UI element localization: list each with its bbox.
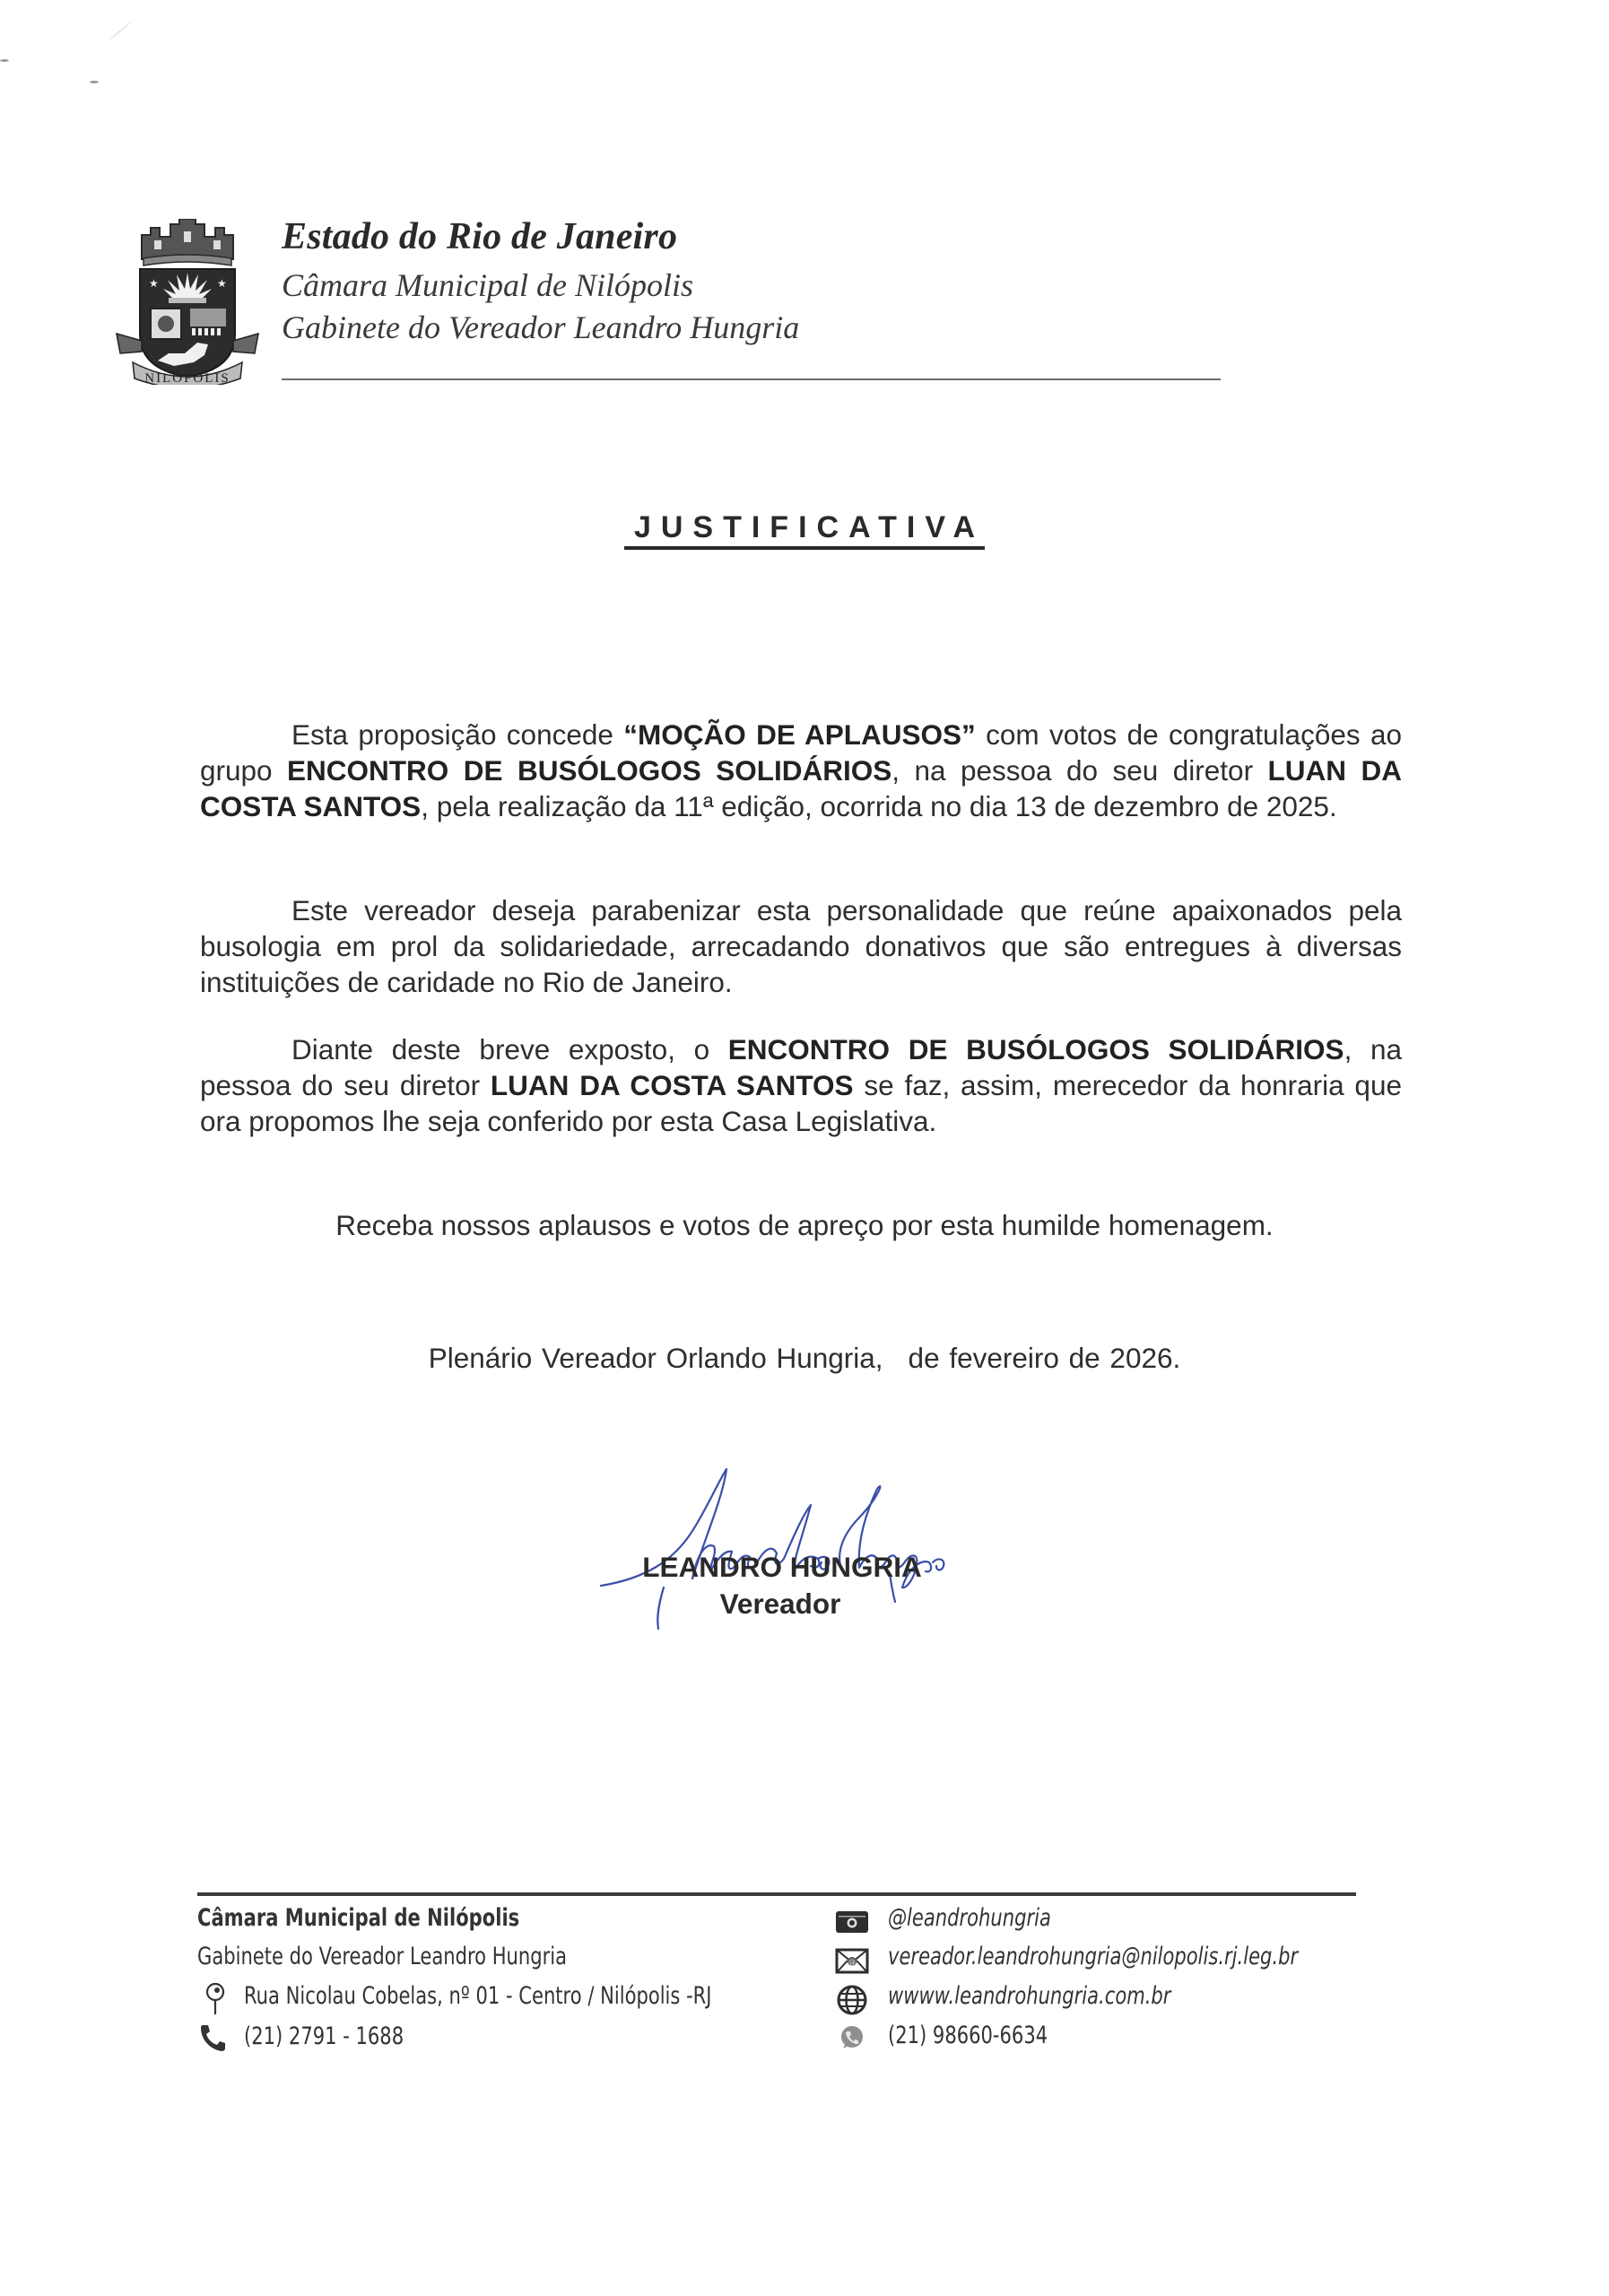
emphasized-text: ENCONTRO DE BUSÓLOGOS SOLIDÁRIOS <box>727 1033 1344 1065</box>
paragraph-segment: , pela realização da 11ª edição, ocorrida no dia 13 de dezembro de 2025. <box>421 790 1337 822</box>
crest-banner-text: NILÓPOLIS <box>144 371 230 385</box>
camera-icon <box>835 1909 869 1935</box>
paragraph-segment: Este vereador deseja parabenizar esta personalidade que reúne apaixonados pela busologia em prol da solidariedade, arrecadando donativos que são entregues à diversas instituições de caridade no Rio de Janeiro. <box>200 894 1402 998</box>
document-title <box>0 510 1609 545</box>
footer-divider <box>197 1892 1356 1896</box>
svg-text:★: ★ <box>217 277 227 290</box>
emphasized-text: “MOÇÃO DE APLAUSOS” <box>623 718 976 751</box>
paragraph-segment: com votos de congratulações ao grupo <box>200 718 1402 787</box>
emphasized-text: LUAN DA COSTA SANTOS <box>490 1069 854 1101</box>
signer-name-text: LEANDRO HUNGRIA <box>642 1551 922 1583</box>
letterhead-state: Estado do Rio de Janeiro <box>282 216 678 257</box>
letterhead-chamber: Câmara Municipal de Nilópolis <box>282 267 693 303</box>
paragraph-3 <box>200 1031 1402 1139</box>
footer-email[interactable]: vereador.leandrohungria@nilopolis.rj.leg.br <box>888 1943 1299 1970</box>
emphasized-text: ENCONTRO DE BUSÓLOGOS SOLIDÁRIOS <box>287 754 892 787</box>
date-text: de fevereiro de 2026. <box>908 1342 1181 1374</box>
scan-speck <box>109 22 131 40</box>
scan-speck <box>0 59 9 62</box>
paragraph-segment: se faz, assim, merecedor da honraria que ora propomos lhe seja conferido por esta Casa Legislativa. <box>200 1069 1402 1137</box>
paragraph-segment: Diante deste breve exposto, o <box>291 1033 728 1065</box>
footer-instagram[interactable]: @leandrohungria <box>888 1904 1051 1932</box>
footer-phone: (21) 2791 - 1688 <box>244 2022 404 2050</box>
paragraph-text <box>200 717 1402 824</box>
paragraph-1 <box>200 717 1402 824</box>
footer-website[interactable]: wwww.leandrohungria.com.br <box>888 1982 1171 2010</box>
globe-icon <box>837 1985 867 2015</box>
footer-address: Rua Nicolau Cobelas, nº 01 - Centro / Nilópolis -RJ <box>244 1982 712 2010</box>
paragraph-segment: Esta proposição concede <box>291 718 624 751</box>
closing-sentence: Receba nossos aplausos e votos de apreço por esta humilde homenagem. <box>335 1209 1274 1241</box>
svg-text:★: ★ <box>149 277 159 290</box>
place-and-date <box>0 1342 1609 1375</box>
footer-office: Gabinete do Vereador Leandro Hungria <box>197 1943 568 1970</box>
document-title-text: JUSTIFICATIVA <box>624 510 985 550</box>
signer-name <box>0 1551 1609 1584</box>
map-pin-icon <box>204 1982 226 2016</box>
letterhead-divider <box>282 378 1221 380</box>
paragraph-2 <box>200 892 1402 1000</box>
letterhead-office: Gabinete do Vereador Leandro Hungria <box>282 309 800 345</box>
place-text: Plenário Vereador Orlando Hungria, <box>428 1342 883 1374</box>
envelope-icon <box>835 1948 869 1974</box>
scan-speck <box>90 81 99 83</box>
emphasized-text: LUAN DA COSTA SANTOS <box>200 754 1402 822</box>
paragraph-text <box>200 892 1402 1000</box>
footer-chamber: Câmara Municipal de Nilópolis <box>197 1904 520 1932</box>
paragraph-segment: , na pessoa do seu diretor <box>891 754 1268 787</box>
svg-text:@: @ <box>848 1958 856 1966</box>
footer-whatsapp[interactable]: (21) 98660-6634 <box>888 2022 1048 2049</box>
paragraph-segment: , na pessoa do seu diretor <box>200 1033 1403 1101</box>
paragraph-text <box>200 1031 1402 1139</box>
signer-role <box>0 1587 1609 1621</box>
phone-icon <box>199 2023 226 2052</box>
signer-role-text: Vereador <box>719 1587 841 1620</box>
coat-of-arms-icon <box>115 219 260 385</box>
whatsapp-icon <box>839 2024 865 2051</box>
